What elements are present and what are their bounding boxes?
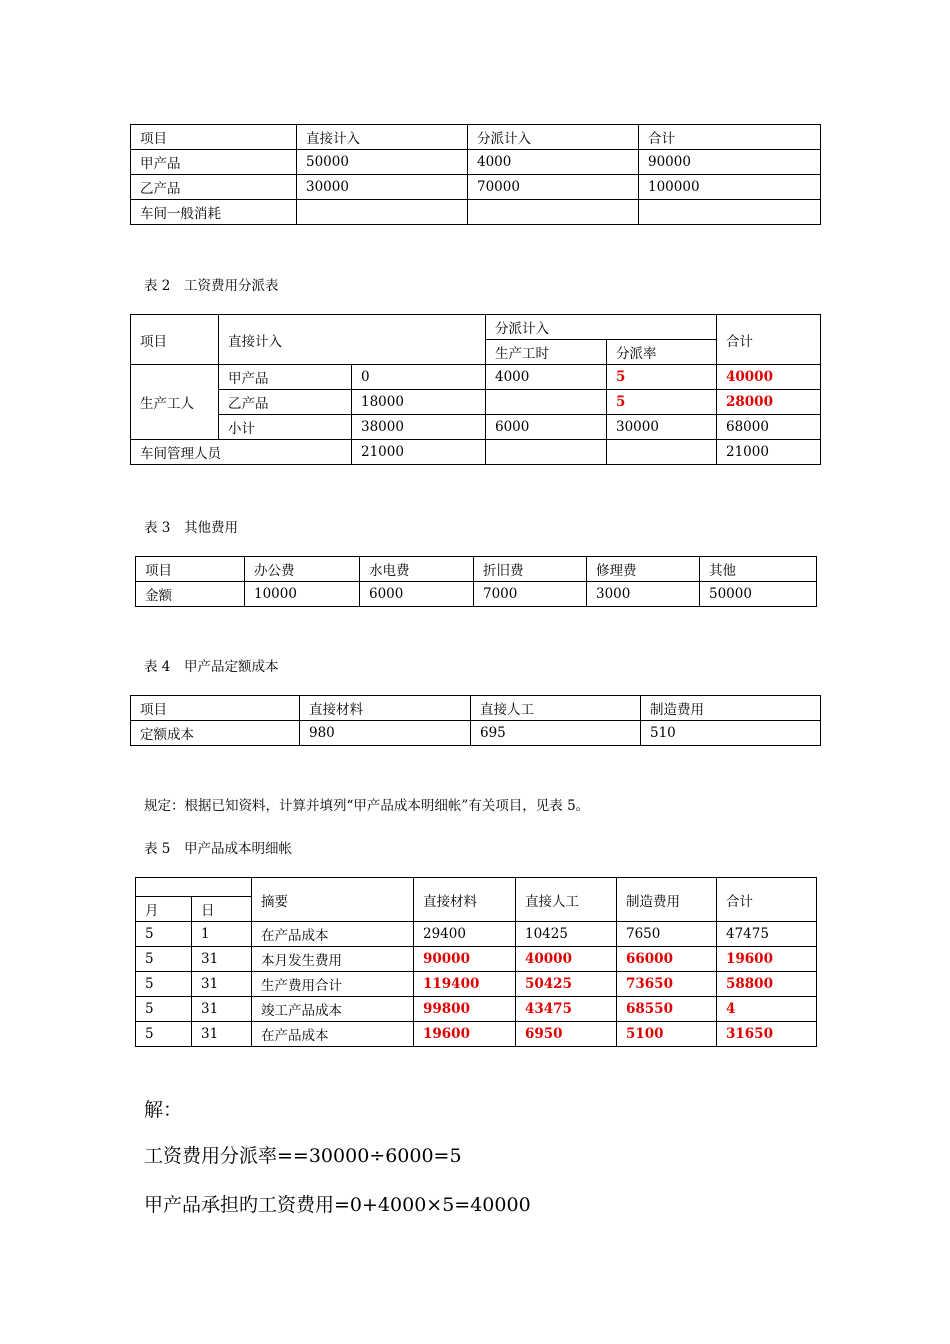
table-cell: 乙产品	[219, 390, 352, 415]
table-cell: 5	[136, 972, 192, 997]
table-cell: 30000	[607, 415, 717, 440]
table-cell: 50425	[516, 972, 617, 997]
table-cell: 695	[471, 721, 641, 746]
table-cell: 5	[136, 997, 192, 1022]
header-cell: 制造费用	[641, 696, 821, 721]
table-cell: 本月发生费用	[252, 947, 414, 972]
table-cell: 6000	[486, 415, 607, 440]
table-cell: 58800	[717, 972, 817, 997]
table-cell: 31	[192, 1022, 252, 1047]
header-cell: 摘要	[252, 878, 414, 922]
header-cell: 水电费	[360, 557, 474, 582]
table-row	[131, 721, 821, 746]
table-cell: 5	[607, 365, 717, 390]
header-cell: 直接材料	[414, 878, 516, 922]
header-cell: 项目	[136, 557, 245, 582]
solution-line: 甲产品承担旳工资费用=0+4000×5=40000	[144, 1194, 531, 1216]
table-wage-allocation	[130, 314, 821, 465]
table-cell	[297, 200, 468, 225]
caption-title: 其他费用	[184, 520, 238, 536]
table-cell	[486, 440, 607, 465]
table-row	[131, 200, 821, 225]
header-cell: 分派计入	[468, 125, 639, 150]
table-cell: 50000	[297, 150, 468, 175]
table-cell	[639, 200, 821, 225]
header-cell: 项目	[131, 125, 297, 150]
table-header-row	[136, 878, 817, 897]
table-cell: 100000	[639, 175, 821, 200]
table-cell: 乙产品	[131, 175, 297, 200]
table-row	[131, 440, 821, 465]
table-row	[136, 922, 817, 947]
table-cell: 510	[641, 721, 821, 746]
header-cell: 折旧费	[474, 557, 587, 582]
header-cell: 合计	[717, 315, 821, 365]
header-cell: 制造费用	[617, 878, 717, 922]
date-header-cell	[136, 878, 252, 897]
header-cell: 直接人工	[516, 878, 617, 922]
caption-number: 表 2	[144, 278, 171, 294]
header-cell: 日	[192, 897, 252, 922]
table-cell: 10000	[245, 582, 360, 607]
table-header-row	[136, 557, 817, 582]
table-cell: 68550	[617, 997, 717, 1022]
caption-number: 表 3	[144, 520, 171, 536]
table-cell: 0	[352, 365, 486, 390]
table-cell: 在产品成本	[252, 1022, 414, 1047]
table-caption	[144, 274, 279, 294]
table-cell: 50000	[700, 582, 817, 607]
table-row	[136, 997, 817, 1022]
table-cell: 90000	[639, 150, 821, 175]
table-cell: 38000	[352, 415, 486, 440]
table-row	[136, 947, 817, 972]
table-row	[131, 175, 821, 200]
header-cell: 办公费	[245, 557, 360, 582]
table-cell	[468, 200, 639, 225]
table-cell: 7650	[617, 922, 717, 947]
caption-number: 表 4	[144, 659, 171, 675]
table-cell: 金额	[136, 582, 245, 607]
table-cell: 980	[300, 721, 471, 746]
table-cell: 99800	[414, 997, 516, 1022]
table-cell: 21000	[352, 440, 486, 465]
table-cell: 1	[192, 922, 252, 947]
requirement-text: 规定：根据已知资料，计算并填列“甲产品成本明细帐”有关项目，见表 5。	[144, 798, 590, 814]
table-cell: 30000	[297, 175, 468, 200]
group-label-cell: 生产工人	[131, 365, 219, 440]
table-cell: 甲产品	[131, 150, 297, 175]
table-other-expenses	[135, 556, 817, 607]
header-cell: 修理费	[587, 557, 700, 582]
table-cell: 18000	[352, 390, 486, 415]
table-cell: 68000	[717, 415, 821, 440]
table-cell: 5	[136, 947, 192, 972]
table-row	[131, 365, 821, 390]
table-row	[131, 415, 821, 440]
table-cell: 19600	[414, 1022, 516, 1047]
table-header-row	[131, 696, 821, 721]
table-cell: 40000	[717, 365, 821, 390]
table-cell: 29400	[414, 922, 516, 947]
caption-number: 表 5	[144, 841, 171, 857]
header-cell: 直接材料	[300, 696, 471, 721]
table-cell	[607, 440, 717, 465]
table-cell: 5	[136, 1022, 192, 1047]
table-cell: 5	[607, 390, 717, 415]
header-cell: 合计	[717, 878, 817, 922]
solution-line: 工资费用分派率==30000÷6000=5	[144, 1145, 462, 1167]
table-cell: 3000	[587, 582, 700, 607]
header-cell: 项目	[131, 315, 219, 365]
table-cell: 小计	[219, 415, 352, 440]
table-cell: 车间管理人员	[131, 440, 352, 465]
table-caption	[144, 655, 279, 675]
table-allocation-materials	[130, 124, 821, 225]
header-cell: 合计	[639, 125, 821, 150]
table-row	[131, 150, 821, 175]
header-cell: 其他	[700, 557, 817, 582]
table-cell: 28000	[717, 390, 821, 415]
table-cell: 7000	[474, 582, 587, 607]
table-standard-cost	[130, 695, 821, 746]
table-header-row	[131, 125, 821, 150]
table-cell: 19600	[717, 947, 817, 972]
table-cell: 竣工产品成本	[252, 997, 414, 1022]
table-cell: 31	[192, 997, 252, 1022]
table-cell: 73650	[617, 972, 717, 997]
header-cell: 生产工时	[486, 340, 607, 365]
table-cell: 43475	[516, 997, 617, 1022]
table-row	[131, 390, 821, 415]
header-cell: 直接计入	[297, 125, 468, 150]
table-cell	[486, 390, 607, 415]
table-cell: 10425	[516, 922, 617, 947]
caption-title: 甲产品定额成本	[184, 659, 279, 675]
table-cell: 甲产品	[219, 365, 352, 390]
table-cell: 4000	[486, 365, 607, 390]
caption-title: 甲产品成本明细帐	[184, 841, 292, 857]
table-cell: 定额成本	[131, 721, 300, 746]
table-cell: 6950	[516, 1022, 617, 1047]
table-header-row	[131, 315, 821, 340]
table-cell: 66000	[617, 947, 717, 972]
table-caption	[144, 516, 238, 536]
table-cell: 31	[192, 947, 252, 972]
table-cell: 5100	[617, 1022, 717, 1047]
table-row	[136, 1022, 817, 1047]
table-cell: 31	[192, 972, 252, 997]
header-cell: 直接计入	[219, 315, 486, 365]
table-cell: 31650	[717, 1022, 817, 1047]
table-cell: 生产费用合计	[252, 972, 414, 997]
table-cell: 90000	[414, 947, 516, 972]
table-cell: 车间一般消耗	[131, 200, 297, 225]
header-cell: 分派率	[607, 340, 717, 365]
table-cell: 70000	[468, 175, 639, 200]
table-cost-ledger	[135, 877, 817, 1047]
table-cell: 4	[717, 997, 817, 1022]
table-cell: 在产品成本	[252, 922, 414, 947]
table-cell: 6000	[360, 582, 474, 607]
header-cell: 分派计入	[486, 315, 717, 340]
header-cell: 直接人工	[471, 696, 641, 721]
table-cell: 119400	[414, 972, 516, 997]
table-cell: 4000	[468, 150, 639, 175]
header-cell: 月	[136, 897, 192, 922]
table-cell: 21000	[717, 440, 821, 465]
caption-title: 工资费用分派表	[184, 278, 279, 294]
solution-heading: 解：	[144, 1099, 183, 1121]
table-cell: 47475	[717, 922, 817, 947]
table-row	[136, 582, 817, 607]
table-cell: 5	[136, 922, 192, 947]
table-row	[136, 972, 817, 997]
table-caption	[144, 837, 292, 857]
table-cell: 40000	[516, 947, 617, 972]
header-cell: 项目	[131, 696, 300, 721]
